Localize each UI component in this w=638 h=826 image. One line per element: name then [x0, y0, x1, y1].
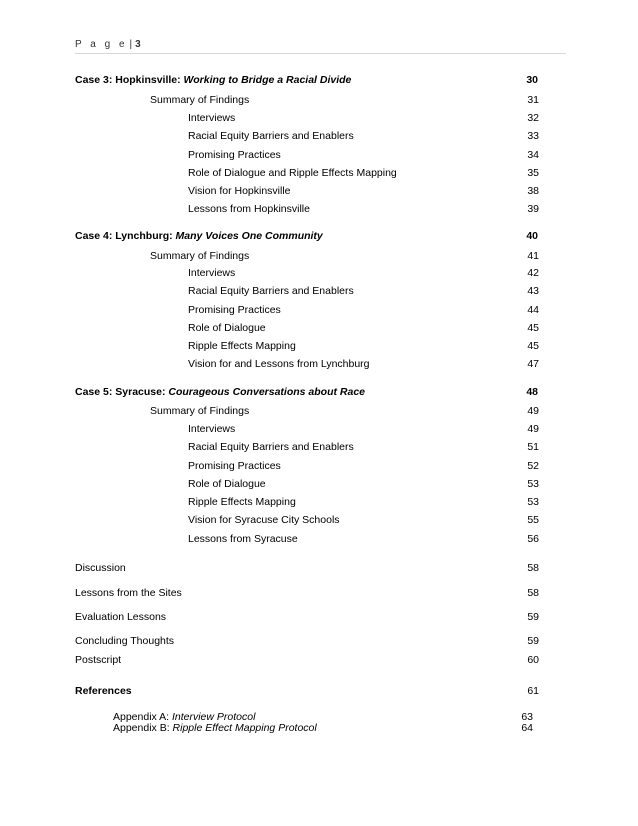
toc-references[interactable] [0, 684, 638, 698]
toc-entry-title: Lessons from the Sites [75, 587, 182, 599]
toc-entry[interactable] [0, 459, 638, 473]
toc-page-number: 44 [527, 304, 539, 316]
toc-entry-title: Interviews [188, 423, 236, 435]
toc-entry-title: Concluding Thoughts [75, 635, 175, 647]
toc-entry[interactable] [0, 513, 638, 527]
toc-page-number: 53 [527, 496, 539, 508]
toc-entry[interactable] [0, 440, 638, 454]
toc-entry-title: Postscript [75, 654, 122, 666]
toc-entry-title: Discussion [75, 562, 126, 574]
toc-page-number: 58 [527, 562, 539, 574]
toc-entry-title: Case 3: Hopkinsville: Working to Bridge a Racial Divide [75, 74, 352, 86]
toc-entry-title: Case 4: Lynchburg: Many Voices One Community [75, 230, 323, 242]
toc-entry[interactable] [0, 129, 638, 143]
toc-page-number: 55 [527, 514, 539, 526]
toc-page-number: 31 [527, 94, 539, 106]
toc-entry-title: Promising Practices [188, 304, 281, 316]
toc-entry-title: Vision for Hopkinsville [188, 185, 291, 197]
toc-entry-title: Lessons from Hopkinsville [188, 203, 310, 215]
toc-page-number: 30 [526, 74, 538, 86]
toc-lessons-from-sites[interactable] [0, 586, 638, 600]
header-separator: | [129, 39, 133, 50]
toc-entry-title: Ripple Effects Mapping [188, 340, 296, 352]
toc-entry[interactable] [0, 532, 638, 546]
toc-page-number: 63 [521, 711, 533, 723]
toc-entry[interactable] [0, 166, 638, 180]
toc-page-number: 49 [527, 423, 539, 435]
toc-page-number: 56 [527, 533, 539, 545]
toc-page-number: 41 [527, 250, 539, 262]
toc-page-number: 45 [527, 322, 539, 334]
toc-entry-title: Role of Dialogue and Ripple Effects Mapping [188, 167, 397, 179]
toc-entry-title: Evaluation Lessons [75, 611, 167, 623]
toc-entry-title: Appendix B: Ripple Effect Mapping Protocol [113, 722, 317, 734]
toc-evaluation-lessons[interactable] [0, 610, 638, 624]
toc-entry[interactable] [0, 111, 638, 125]
toc-page-number: 59 [527, 635, 539, 647]
toc-entry[interactable] [0, 321, 638, 335]
toc-entry[interactable] [0, 284, 638, 298]
toc-page-number: 45 [527, 340, 539, 352]
toc-entry[interactable] [0, 339, 638, 353]
toc-page-number: 33 [527, 130, 539, 142]
toc-entry-title: Ripple Effects Mapping [188, 496, 296, 508]
toc-entry[interactable] [0, 202, 638, 216]
toc-page-number: 53 [527, 478, 539, 490]
toc-entry[interactable] [0, 357, 638, 371]
toc-concluding-thoughts[interactable] [0, 634, 638, 648]
toc-postscript[interactable] [0, 653, 638, 667]
toc-page-number: 39 [527, 203, 539, 215]
toc-entry-title: Promising Practices [188, 460, 281, 472]
toc-entry[interactable] [0, 148, 638, 162]
page-number: 3 [135, 39, 141, 50]
toc-entry[interactable] [0, 422, 638, 436]
toc-page-number: 35 [527, 167, 539, 179]
toc-discussion[interactable] [0, 561, 638, 575]
toc-entry-title: Vision for and Lessons from Lynchburg [188, 358, 370, 370]
toc-page-number: 49 [527, 405, 539, 417]
toc-entry-title: Summary of Findings [150, 94, 250, 106]
toc-entry-title: Summary of Findings [150, 405, 250, 417]
toc-page-number: 43 [527, 285, 539, 297]
toc-entry[interactable] [0, 303, 638, 317]
toc-entry-title: Appendix A: Interview Protocol [113, 711, 256, 723]
toc-entry[interactable] [0, 477, 638, 491]
toc-page-number: 38 [527, 185, 539, 197]
toc-page-number: 47 [527, 358, 539, 370]
toc-page-number: 60 [527, 654, 539, 666]
toc-entry[interactable] [0, 495, 638, 509]
toc-entry-title: Promising Practices [188, 149, 281, 161]
toc-page-number: 61 [527, 685, 539, 697]
toc-entry[interactable] [0, 266, 638, 280]
page-header [75, 39, 141, 50]
toc-page-number: 32 [527, 112, 539, 124]
toc-entry-title: Role of Dialogue [188, 478, 266, 490]
toc-entry-title: Vision for Syracuse City Schools [188, 514, 340, 526]
toc-entry[interactable] [0, 93, 638, 107]
toc-entry[interactable] [0, 184, 638, 198]
toc-entry-title: Case 5: Syracuse: Courageous Conversations about Race [75, 386, 366, 398]
toc-page-number: 52 [527, 460, 539, 472]
toc-page-number: 51 [527, 441, 539, 453]
page-label: P a g e [75, 39, 128, 50]
header-rule [75, 53, 566, 54]
toc-entry-title: Racial Equity Barriers and Enablers [188, 441, 354, 453]
toc-page-number: 42 [527, 267, 539, 279]
toc-entry-title: Interviews [188, 267, 236, 279]
toc-page-number: 40 [526, 230, 538, 242]
toc-case-5[interactable] [0, 385, 638, 399]
toc-entry-title: Interviews [188, 112, 236, 124]
toc-entry-title: Lessons from Syracuse [188, 533, 298, 545]
toc-entry-title: References [75, 685, 132, 697]
toc-page-number: 64 [521, 722, 533, 734]
toc-entry-title: Role of Dialogue [188, 322, 266, 334]
toc-page-number: 34 [527, 149, 539, 161]
toc-entry-title: Summary of Findings [150, 250, 250, 262]
toc-page-number: 48 [526, 386, 538, 398]
toc-entry-title: Racial Equity Barriers and Enablers [188, 130, 354, 142]
toc-page-number: 59 [527, 611, 539, 623]
toc-appendix-b[interactable] [0, 721, 638, 735]
toc-case-3[interactable] [0, 73, 638, 87]
toc-entry[interactable] [0, 404, 638, 418]
toc-page-number: 58 [527, 587, 539, 599]
toc-case-4[interactable] [0, 229, 638, 243]
toc-entry[interactable] [0, 249, 638, 263]
toc-entry-title: Racial Equity Barriers and Enablers [188, 285, 354, 297]
